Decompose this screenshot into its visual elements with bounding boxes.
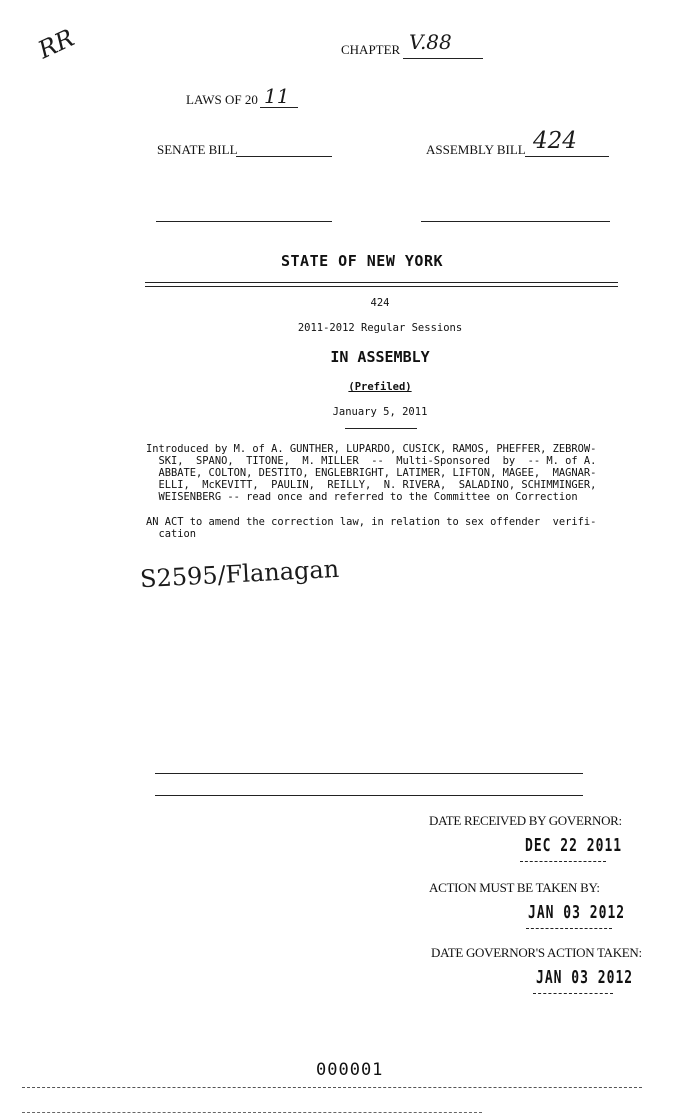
deadline-stamp: JAN 03 2012 [528,903,626,924]
handwritten-senate-note: S2595/Flanagan [139,554,340,594]
senate-bill-underline [236,156,332,157]
chapter-value: V.88 [409,30,452,54]
received-label: DATE RECEIVED BY GOVERNOR: [429,813,622,828]
intro-line: Introduced by M. of A. GUNTHER, LUPARDO, CUSICK, RAMOS, PHEFFER, ZEBROW- [146,443,597,455]
laws-value: 11 [264,84,290,108]
deadline-label: ACTION MUST BE TAKEN BY: [429,880,600,895]
chapter-underline [403,58,483,59]
corner-handwritten-mark: RR [33,23,79,65]
received-stamp: DEC 22 2011 [525,836,623,857]
assembly-bill-value: 424 [533,128,577,154]
bill-date: January 5, 2011 [332,406,428,418]
bill-chamber: IN ASSEMBLY [330,348,430,366]
received-rule [520,861,606,862]
chapter-label: CHAPTER [341,42,401,57]
intro-line: ABBATE, COLTON, DESTITO, ENGLEBRIGHT, LATIMER, LIFTON, MAGEE, MAGNAR- [146,467,597,479]
bill-number: 424 [370,297,390,309]
action-label: DATE GOVERNOR'S ACTION TAKEN: [431,945,642,960]
lower-rule-2 [155,795,583,796]
act-line: AN ACT to amend the correction law, in relation to sex offender verifi- [146,516,597,528]
scan-edge-rule-2 [22,1112,482,1113]
assembly-bill-underline [525,156,609,157]
intro-line: SKI, SPANO, TITONE, M. MILLER -- Multi-Sponsored by -- M. of A. [146,455,597,467]
bill-status: (Prefiled) [348,381,412,393]
senate-bill-label: SENATE BILL [157,142,238,157]
blank-line-right [421,221,610,222]
blank-line-left [156,221,332,222]
page-number: 000001 [316,1060,384,1080]
date-rule [345,428,417,429]
laws-label: LAWS OF 20 [186,92,258,107]
bill-sessions: 2011-2012 Regular Sessions [297,322,463,334]
scan-edge-rule-1 [22,1087,642,1088]
action-stamp: JAN 03 2012 [536,968,634,989]
state-title: STATE OF NEW YORK [281,252,444,270]
act-line: cation [146,528,197,540]
deadline-rule [526,928,612,929]
state-rule-1 [145,282,618,283]
action-rule [533,993,613,994]
state-rule-2 [145,286,618,287]
assembly-bill-label: ASSEMBLY BILL [426,142,526,157]
intro-line: ELLI, McKEVITT, PAULIN, REILLY, N. RIVERA, SALADINO, SCHIMMINGER, [146,479,597,491]
intro-line: WEISENBERG -- read once and referred to the Committee on Correction [146,491,578,503]
lower-rule-1 [155,773,583,774]
